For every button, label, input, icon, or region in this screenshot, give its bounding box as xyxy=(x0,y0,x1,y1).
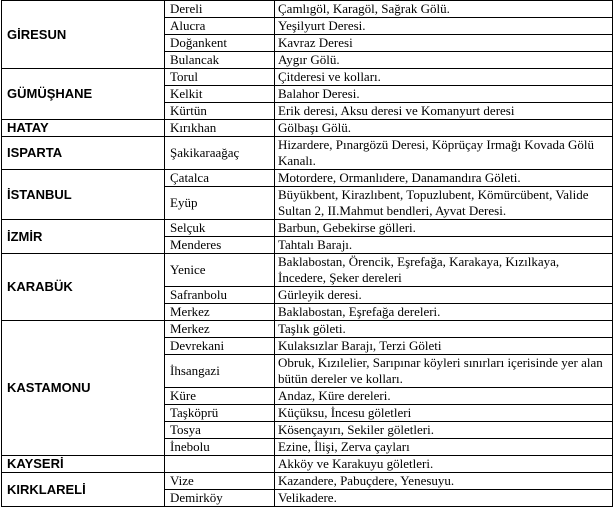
province-cell: KARABÜK xyxy=(2,254,165,321)
water-bodies-cell: Gölbaşı Gölü. xyxy=(275,120,613,137)
district-cell: İhsangazi xyxy=(165,355,275,388)
water-bodies-cell: Yeşilyurt Deresi. xyxy=(275,18,613,35)
province-cell: GÜMÜŞHANE xyxy=(2,69,165,120)
water-bodies-cell: Hizardere, Pınargözü Deresi, Köprüçay Irmağı Kovada Gölü Kanalı. xyxy=(275,137,613,170)
water-bodies-cell: Çamlıgöl, Karagöl, Sağrak Gölü. xyxy=(275,1,613,18)
water-bodies-cell: Velikadere. xyxy=(275,490,613,507)
district-cell: Devrekani xyxy=(165,338,275,355)
province-cell: KAYSERİ xyxy=(2,456,165,473)
table-body xyxy=(2,1,613,507)
province-cell: İZMİR xyxy=(2,220,165,254)
lakes-streams-table xyxy=(1,0,613,507)
district-cell: Yenice xyxy=(165,254,275,287)
district-cell xyxy=(165,456,275,473)
water-bodies-cell: Obruk, Kızılelier, Sarıpınar köyleri sınırları içerisinde yer alan bütün dereler ve kolları. xyxy=(275,355,613,388)
province-cell: ISPARTA xyxy=(2,137,165,170)
district-cell: Menderes xyxy=(165,237,275,254)
water-bodies-cell: Kösençayırı, Sekiler göletleri. xyxy=(275,422,613,439)
district-cell: Tosya xyxy=(165,422,275,439)
water-bodies-cell: Çitderesi ve kolları. xyxy=(275,69,613,86)
province-cell: HATAY xyxy=(2,120,165,137)
district-cell: Selçuk xyxy=(165,220,275,237)
district-cell: Kürtün xyxy=(165,103,275,120)
water-bodies-cell: Baklabostan, Örencik, Eşrefağa, Karakaya, Kızılkaya, İncedere, Şeker dereleri xyxy=(275,254,613,287)
water-bodies-cell: Ezine, İlişi, Zerva çayları xyxy=(275,439,613,456)
province-cell: GİRESUN xyxy=(2,1,165,69)
water-bodies-cell: Akköy ve Karakuyu göletleri. xyxy=(275,456,613,473)
district-cell: Kırıkhan xyxy=(165,120,275,137)
water-bodies-cell: Aygır Gölü. xyxy=(275,52,613,69)
water-bodies-cell: Andaz, Küre dereleri. xyxy=(275,388,613,405)
water-bodies-cell: Balahor Deresi. xyxy=(275,86,613,103)
water-bodies-cell: Büyükbent, Kirazlıbent, Topuzlubent, Kömürcübent, Valide Sultan 2, II.Mahmut bendleri, Ayvat Deresi. xyxy=(275,187,613,220)
district-cell: Safranbolu xyxy=(165,287,275,304)
district-cell: Bulancak xyxy=(165,52,275,69)
water-bodies-cell: Küçüksu, İncesu göletleri xyxy=(275,405,613,422)
water-bodies-cell: Gürleyik deresi. xyxy=(275,287,613,304)
district-cell: Demirköy xyxy=(165,490,275,507)
water-bodies-cell: Erik deresi, Aksu deresi ve Komanyurt deresi xyxy=(275,103,613,120)
district-cell: İnebolu xyxy=(165,439,275,456)
table-row xyxy=(2,456,613,473)
district-cell: Çatalca xyxy=(165,170,275,187)
district-cell: Kelkit xyxy=(165,86,275,103)
district-cell: Taşköprü xyxy=(165,405,275,422)
table-row xyxy=(2,321,613,338)
district-cell: Merkez xyxy=(165,321,275,338)
district-cell: Alucra xyxy=(165,18,275,35)
table-row xyxy=(2,473,613,490)
water-bodies-cell: Barbun, Gebekirse gölleri. xyxy=(275,220,613,237)
district-cell: Doğankent xyxy=(165,35,275,52)
table-row xyxy=(2,137,613,170)
water-bodies-cell: Kavraz Deresi xyxy=(275,35,613,52)
water-bodies-cell: Tahtalı Barajı. xyxy=(275,237,613,254)
district-cell: Merkez xyxy=(165,304,275,321)
table-row xyxy=(2,220,613,237)
province-cell: KASTAMONU xyxy=(2,321,165,456)
water-bodies-cell: Baklabostan, Eşrefağa dereleri. xyxy=(275,304,613,321)
table-row xyxy=(2,120,613,137)
table-row xyxy=(2,1,613,18)
water-bodies-cell: Taşlık göleti. xyxy=(275,321,613,338)
district-cell: Vize xyxy=(165,473,275,490)
water-bodies-cell: Kulaksızlar Barajı, Terzi Göleti xyxy=(275,338,613,355)
water-bodies-cell: Motordere, Ormanlıdere, Danamandıra Göleti. xyxy=(275,170,613,187)
district-cell: Şakikaraağaç xyxy=(165,137,275,170)
district-cell: Eyüp xyxy=(165,187,275,220)
table-row xyxy=(2,69,613,86)
district-cell: Torul xyxy=(165,69,275,86)
table-row xyxy=(2,170,613,187)
district-cell: Küre xyxy=(165,388,275,405)
province-cell: İSTANBUL xyxy=(2,170,165,220)
province-cell: KIRKLARELİ xyxy=(2,473,165,507)
district-cell: Dereli xyxy=(165,1,275,18)
water-bodies-cell: Kazandere, Pabuçdere, Yenesuyu. xyxy=(275,473,613,490)
table-row xyxy=(2,254,613,287)
